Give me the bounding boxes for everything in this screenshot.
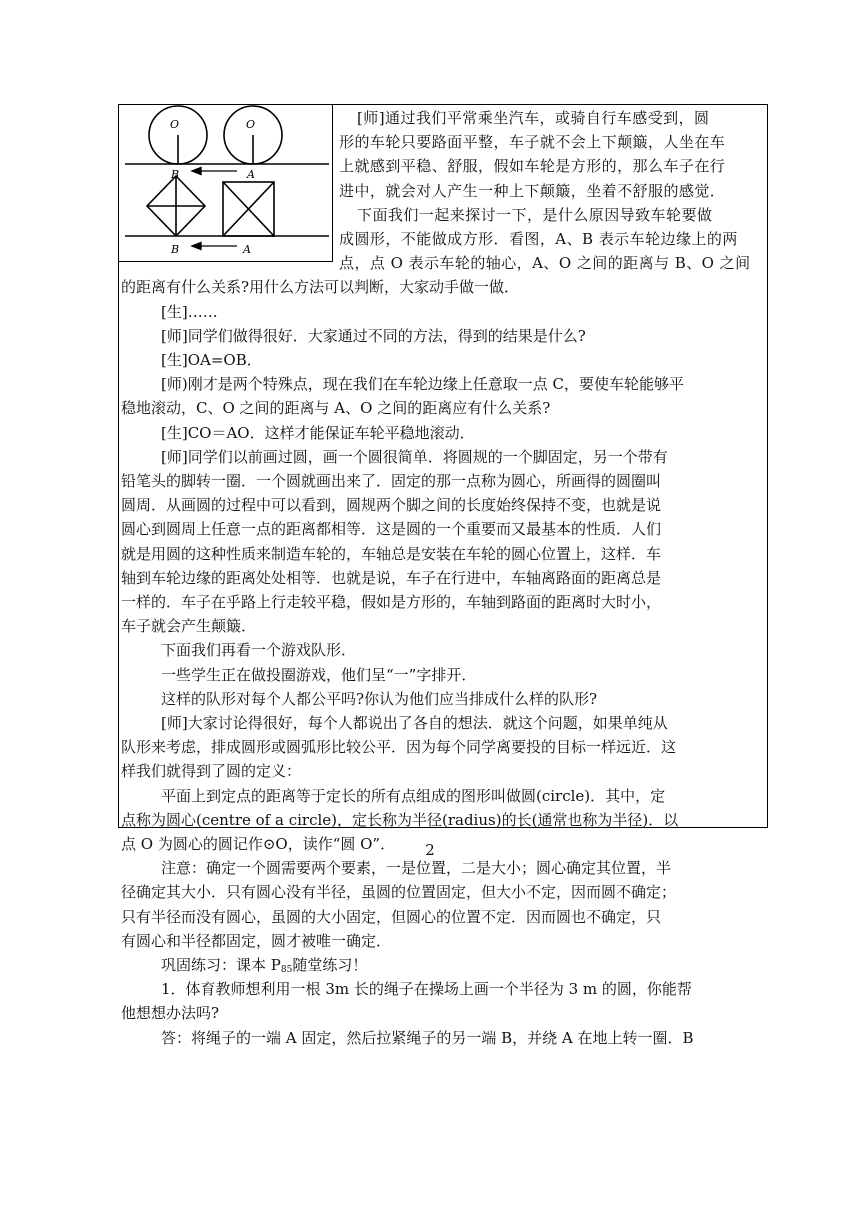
- wheel-diagram: [119, 105, 331, 260]
- text-line: 进中，就会对人产生一种上下颠簸，坐着不舒服的感觉．: [339, 182, 726, 200]
- label-a-top: A: [247, 168, 255, 181]
- text-line: 一样的．车子在乎路上行走较平稳，假如是方形的，车轴到路面的距离时大时小，: [121, 593, 662, 611]
- text-line: [生]OA=OB．: [161, 351, 262, 369]
- text-line: 点，点 O 表示车轮的轴心，A、O 之间的距离与 B、O 之间: [339, 254, 751, 272]
- label-b-bottom: B: [171, 243, 180, 256]
- text-line: 点 O 为圆心的圆记作⊙O，读作“圆 O”．: [121, 835, 396, 853]
- text-line: 轴到车轮边缘的距离处处相等．也就是说，车子在行进中，车轴离路面的距离总是: [121, 569, 662, 587]
- text-line: 他想想办法吗?: [121, 1004, 220, 1022]
- text-line: 车子就会产生颠簸．: [121, 617, 257, 635]
- text-line: 形的车轮只要路面平整，车子就不会上下颠簸，人坐在车: [339, 133, 726, 151]
- lesson-table-cell: [118, 104, 768, 1047]
- text-line: 巩固练习：课本 $P_{85}$随堂练习！: [161, 956, 368, 975]
- text-line: [师]通过我们平常乘坐汽车，或骑自行车感受到，圆: [357, 109, 710, 127]
- text-line: [师]大家讨论得很好，每个人都说出了各自的想法．就这个问题，如果单纯从: [161, 714, 668, 732]
- text-line: [生]……: [161, 303, 218, 321]
- page-number: 2: [425, 841, 435, 859]
- text-line: [师]同学们做得很好．大家通过不同的方法，得到的结果是什么?: [161, 327, 586, 345]
- wheel-figure: [119, 105, 333, 262]
- text-line: 样我们就得到了圆的定义：: [121, 762, 302, 780]
- text-line: 圆心到圆周上任意一点的距离都相等．这是圆的一个重要而又最基本的性质．人们: [121, 520, 662, 538]
- page-reference-subscript: 85: [280, 965, 293, 975]
- text-line: 队形来考虑，排成圆形或圆弧形比较公平．因为每个同学离要投的目标一样远近．这: [121, 738, 677, 756]
- text-line: 平面上到定点的距离等于定长的所有点组成的图形叫做圆(circle)．其中，定: [161, 787, 666, 805]
- text-line: 1．体育教师想利用一根 3m 长的绳子在操场上画一个半径为 3 m 的圆，你能帮: [161, 980, 692, 998]
- text-line: 下面我们再看一个游戏队形．: [161, 641, 357, 659]
- text-line: 稳地滚动，C、O 之间的距离与 A、O 之间的距离应有什么关系?: [121, 399, 551, 417]
- text-line: 注意：确定一个圆需要两个要素，一是位置，二是大小；圆心确定其位置，半: [161, 859, 672, 877]
- text-line: 只有半径而没有圆心，虽圆的大小固定，但圆心的位置不定．因而圆也不确定，只: [121, 908, 662, 926]
- text-line: [师)刚才是两个特殊点，现在我们在车轮边缘上任意取一点 C，要使车轮能够平: [161, 375, 684, 393]
- text-line: [师]同学们以前画过圆，画一个圆很简单．将圆规的一个脚固定，另一个带有: [161, 448, 668, 466]
- text-line: [生]CO＝AO．这样才能保证车轮平稳地滚动．: [161, 424, 475, 442]
- text-line: 这样的队形对每个人都公平吗?你认为他们应当排成什么样的队形?: [161, 690, 598, 708]
- text-line: 答：将绳子的一端 A 固定，然后拉紧绳子的另一端 B，并绕 A 在地上转一圈．B: [161, 1029, 694, 1047]
- text-line: 的距离有什么关系?用什么方法可以判断，大家动手做一做．: [121, 278, 520, 296]
- text-line: 径确定其大小．只有圆心没有半径，虽圆的位置固定，但大小不定，因而圆不确定；: [121, 883, 677, 901]
- text-line: 点称为圆心(centre of a circle)，定长称为半径(radius)的长(通常也称为半径)．以: [121, 811, 679, 829]
- label-b-top: B: [171, 168, 180, 181]
- text-line: 一些学生正在做投圈游戏，他们呈“一”字排开．: [161, 666, 477, 684]
- text-line: 上就感到平稳、舒服，假如车轮是方形的，那么车子在行: [339, 157, 726, 175]
- text-line: 有圆心和半径都固定，圆才被唯一确定．: [121, 932, 392, 950]
- label-o-2: O: [246, 118, 256, 131]
- text-line: 下面我们一起来探讨一下，是什么原因导致车轮要做: [357, 206, 713, 224]
- label-o-1: O: [170, 118, 180, 131]
- practice-tail: 随堂练习！: [292, 956, 368, 974]
- text-line: 就是用圆的这种性质来制造车轮的，车轴总是安装在车轮的圆心位置上，这样．车: [121, 545, 662, 563]
- text-line: 铅笔头的脚转一圈．一个圆就画出来了．固定的那一点称为圆心，所画得的圆圈叫: [121, 472, 662, 490]
- text-line: 成圆形，不能做成方形．看图，A、B 表示车轮边缘上的两: [339, 230, 738, 248]
- label-a-bottom: A: [243, 243, 251, 256]
- text-line: 圆周．从画圆的过程中可以看到，圆规两个脚之间的长度始终保持不变，也就是说: [121, 496, 662, 514]
